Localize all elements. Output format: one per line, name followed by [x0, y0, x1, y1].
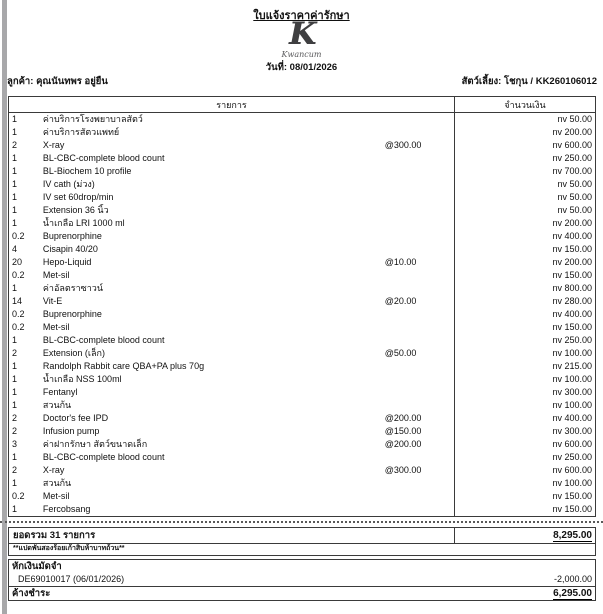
row-unit-price — [385, 399, 455, 412]
row-unit-price — [385, 503, 455, 516]
table-row — [9, 347, 595, 360]
row-unit-price: @300.00 — [384, 465, 422, 475]
table-row — [9, 451, 595, 464]
row-unit-price: @300.00 — [384, 140, 422, 150]
row-amount: nv 250.00 — [454, 334, 595, 347]
row-qty: 1 — [12, 335, 18, 345]
row-unit-price — [385, 334, 455, 347]
table-row — [9, 113, 595, 126]
table-row — [9, 308, 595, 321]
row-description: น้ำเกลือ NSS 100ml — [42, 374, 122, 384]
row-qty: 2 — [12, 348, 18, 358]
row-unit-price: @150.00 — [384, 426, 422, 436]
grand-total-label: ยอดรวม 31 รายการ — [13, 530, 96, 541]
row-description: Buprenorphine — [42, 309, 102, 319]
row-unit-price — [385, 360, 455, 373]
row-description: IV set 60drop/min — [42, 192, 114, 202]
row-description: น้ำเกลือ LRI 1000 ml — [42, 218, 125, 228]
deposit-reference: DE69010017 (06/01/2026) — [18, 574, 125, 584]
row-qty: 1 — [12, 361, 18, 371]
row-description: Hepo-Liquid — [42, 257, 92, 267]
row-description: ค่าอัลตราซาวน์ — [42, 283, 103, 293]
row-description: Met-sil — [42, 491, 70, 501]
row-unit-price — [385, 269, 455, 282]
row-unit-price — [385, 282, 455, 295]
table-row — [9, 477, 595, 490]
row-description: สวนก้น — [42, 478, 72, 488]
row-qty: 1 — [12, 114, 18, 124]
row-amount: nv 800.00 — [454, 282, 595, 295]
row-qty: 4 — [12, 244, 18, 254]
row-unit-price — [385, 191, 455, 204]
table-row — [9, 152, 595, 165]
row-description: BL-Biochem 10 profile — [42, 166, 132, 176]
deposit-amount: -2,000.00 — [553, 574, 592, 584]
row-description: IV cath (ม่วง) — [42, 179, 95, 189]
table-row — [9, 386, 595, 399]
row-qty: 1 — [12, 478, 18, 488]
row-amount: nv 50.00 — [454, 191, 595, 204]
row-amount: nv 700.00 — [454, 165, 595, 178]
row-description: ค่าบริการสัตวแพทย์ — [42, 127, 120, 137]
row-description: Randolph Rabbit care QBA+PA plus 70g — [42, 361, 205, 371]
row-unit-price — [385, 373, 455, 386]
row-qty: 2 — [12, 413, 18, 423]
row-amount: nv 50.00 — [454, 204, 595, 217]
row-description: Infusion pump — [42, 426, 100, 436]
table-row — [9, 139, 595, 152]
row-qty: 1 — [12, 192, 18, 202]
row-qty: 1 — [12, 179, 18, 189]
amount-in-words: **แปดพันสองร้อยเก้าสิบห้าบาทถ้วน** — [8, 544, 596, 556]
document-title-text: ใบแจ้งราคาค่ารักษา — [253, 10, 350, 22]
logo-script-text: Kwancum — [281, 50, 322, 59]
row-amount: nv 300.00 — [454, 425, 595, 438]
table-row — [9, 490, 595, 503]
row-amount: nv 150.00 — [454, 269, 595, 282]
customer-label: ลูกค้า: — [7, 76, 34, 87]
row-amount: nv 200.00 — [454, 217, 595, 230]
row-amount: nv 200.00 — [454, 126, 595, 139]
row-unit-price — [385, 165, 455, 178]
row-description: BL-CBC-complete blood count — [42, 335, 165, 345]
balance-due-amount-value: 6,295.00 — [553, 588, 592, 599]
row-unit-price — [385, 178, 455, 191]
row-qty: 2 — [12, 140, 18, 150]
logo-monogram-icon: K — [289, 16, 314, 52]
dotted-separator — [0, 521, 603, 523]
row-unit-price: @200.00 — [384, 413, 422, 423]
row-amount: nv 100.00 — [454, 399, 595, 412]
column-header-item: รายการ — [216, 100, 247, 110]
row-amount: nv 200.00 — [454, 256, 595, 269]
date-label: วันที่: — [265, 62, 288, 73]
row-amount: nv 50.00 — [454, 178, 595, 191]
row-unit-price — [385, 308, 455, 321]
row-unit-price — [385, 152, 455, 165]
table-row — [9, 464, 595, 477]
row-description: ค่าบริการโรงพยาบาลสัตว์ — [42, 114, 143, 124]
row-amount: nv 600.00 — [454, 139, 595, 152]
row-qty: 0.2 — [12, 491, 25, 501]
row-description: Cisapin 40/20 — [42, 244, 98, 254]
table-row — [9, 191, 595, 204]
row-description: BL-CBC-complete blood count — [42, 452, 165, 462]
row-amount: nv 150.00 — [454, 503, 595, 516]
column-header-amount: จำนวนเงิน — [454, 97, 595, 112]
table-row — [9, 503, 595, 516]
row-unit-price — [385, 126, 455, 139]
row-description: Buprenorphine — [42, 231, 102, 241]
customer-name: คุณนันทพร อยู่ยืน — [36, 76, 108, 87]
row-amount: nv 150.00 — [454, 490, 595, 503]
row-description: BL-CBC-complete blood count — [42, 153, 165, 163]
table-row — [9, 217, 595, 230]
balance-due-row — [9, 586, 595, 601]
balance-due-amount — [553, 587, 592, 601]
table-row — [9, 204, 595, 217]
row-description: Doctor's fee IPD — [42, 413, 109, 423]
row-qty: 0.2 — [12, 322, 25, 332]
row-amount: nv 100.00 — [454, 477, 595, 490]
invoice-date — [0, 60, 603, 75]
row-amount: nv 215.00 — [454, 360, 595, 373]
row-unit-price: @20.00 — [384, 296, 417, 306]
row-amount: nv 400.00 — [454, 230, 595, 243]
table-header-row — [9, 97, 595, 113]
row-description: Vit-E — [42, 296, 63, 306]
deposit-section — [8, 559, 596, 601]
row-description: ค่าฝากรักษา สัตว์ขนาดเล็ก — [42, 439, 148, 449]
table-row — [9, 360, 595, 373]
row-qty: 1 — [12, 127, 18, 137]
row-qty: 1 — [12, 387, 18, 397]
row-unit-price — [385, 230, 455, 243]
row-amount: nv 400.00 — [454, 412, 595, 425]
table-row — [9, 243, 595, 256]
row-amount: nv 100.00 — [454, 373, 595, 386]
pet-value: โชกุน / KK260106012 — [504, 76, 597, 87]
table-row — [9, 126, 595, 139]
row-amount: nv 250.00 — [454, 451, 595, 464]
deposit-section-label: หักเงินมัดจำ — [12, 561, 62, 572]
table-row — [9, 412, 595, 425]
table-row — [9, 321, 595, 334]
row-description: สวนก้น — [42, 400, 72, 410]
row-unit-price — [385, 243, 455, 256]
row-qty: 1 — [12, 283, 18, 293]
row-description: Met-sil — [42, 270, 70, 280]
table-row — [9, 178, 595, 191]
table-row — [9, 425, 595, 438]
row-unit-price — [385, 451, 455, 464]
row-amount: nv 280.00 — [454, 295, 595, 308]
row-unit-price — [385, 217, 455, 230]
pet-info — [462, 74, 597, 89]
table-row — [9, 373, 595, 386]
table-row — [9, 282, 595, 295]
row-qty: 1 — [12, 374, 18, 384]
row-unit-price — [385, 321, 455, 334]
row-description: X-ray — [42, 140, 65, 150]
row-unit-price — [385, 477, 455, 490]
row-amount: nv 250.00 — [454, 152, 595, 165]
row-unit-price — [385, 490, 455, 503]
row-qty: 1 — [12, 166, 18, 176]
table-row — [9, 256, 595, 269]
row-qty: 1 — [12, 218, 18, 228]
deposit-entry-row — [9, 573, 595, 586]
customer-pet-row — [7, 74, 597, 89]
row-amount: nv 100.00 — [454, 347, 595, 360]
row-amount: nv 600.00 — [454, 464, 595, 477]
row-qty: 1 — [12, 452, 18, 462]
grand-total-amount — [454, 528, 595, 543]
row-qty: 2 — [12, 426, 18, 436]
row-description: Fercobsang — [42, 504, 91, 514]
table-body — [9, 113, 595, 516]
table-row — [9, 165, 595, 178]
row-unit-price: @50.00 — [384, 348, 417, 358]
row-qty: 20 — [12, 257, 23, 267]
row-amount: nv 150.00 — [454, 243, 595, 256]
row-qty: 1 — [12, 400, 18, 410]
table-row — [9, 399, 595, 412]
row-qty: 0.2 — [12, 270, 25, 280]
row-qty: 1 — [12, 205, 18, 215]
row-unit-price: @200.00 — [384, 439, 422, 449]
row-amount: nv 50.00 — [454, 113, 595, 126]
table-row — [9, 230, 595, 243]
row-description: Met-sil — [42, 322, 70, 332]
row-description: Extension 36 นิ้ว — [42, 205, 109, 215]
date-value: 08/01/2026 — [289, 62, 338, 73]
row-qty: 3 — [12, 439, 18, 449]
row-qty: 2 — [12, 465, 18, 475]
table-row — [9, 269, 595, 282]
grand-total-amount-value: 8,295.00 — [553, 530, 592, 541]
row-unit-price: @10.00 — [384, 257, 417, 267]
items-table — [8, 96, 596, 517]
row-qty: 1 — [12, 153, 18, 163]
row-qty: 0.2 — [12, 231, 25, 241]
row-amount: nv 300.00 — [454, 386, 595, 399]
row-unit-price — [385, 204, 455, 217]
row-description: Fentanyl — [42, 387, 78, 397]
table-row — [9, 438, 595, 451]
grand-total-row — [8, 527, 596, 544]
customer-info — [7, 74, 108, 89]
row-qty: 0.2 — [12, 309, 25, 319]
row-amount: nv 400.00 — [454, 308, 595, 321]
row-unit-price — [385, 386, 455, 399]
table-row — [9, 295, 595, 308]
table-row — [9, 334, 595, 347]
row-qty: 14 — [12, 296, 23, 306]
pet-label: สัตว์เลี้ยง: — [461, 76, 502, 87]
row-amount: nv 150.00 — [454, 321, 595, 334]
balance-due-label: ค้างชำระ — [12, 588, 51, 599]
row-description: Extension (เล็ก) — [42, 348, 105, 358]
row-unit-price — [385, 113, 455, 126]
row-qty: 1 — [12, 504, 18, 514]
row-amount: nv 600.00 — [454, 438, 595, 451]
row-description: X-ray — [42, 465, 65, 475]
